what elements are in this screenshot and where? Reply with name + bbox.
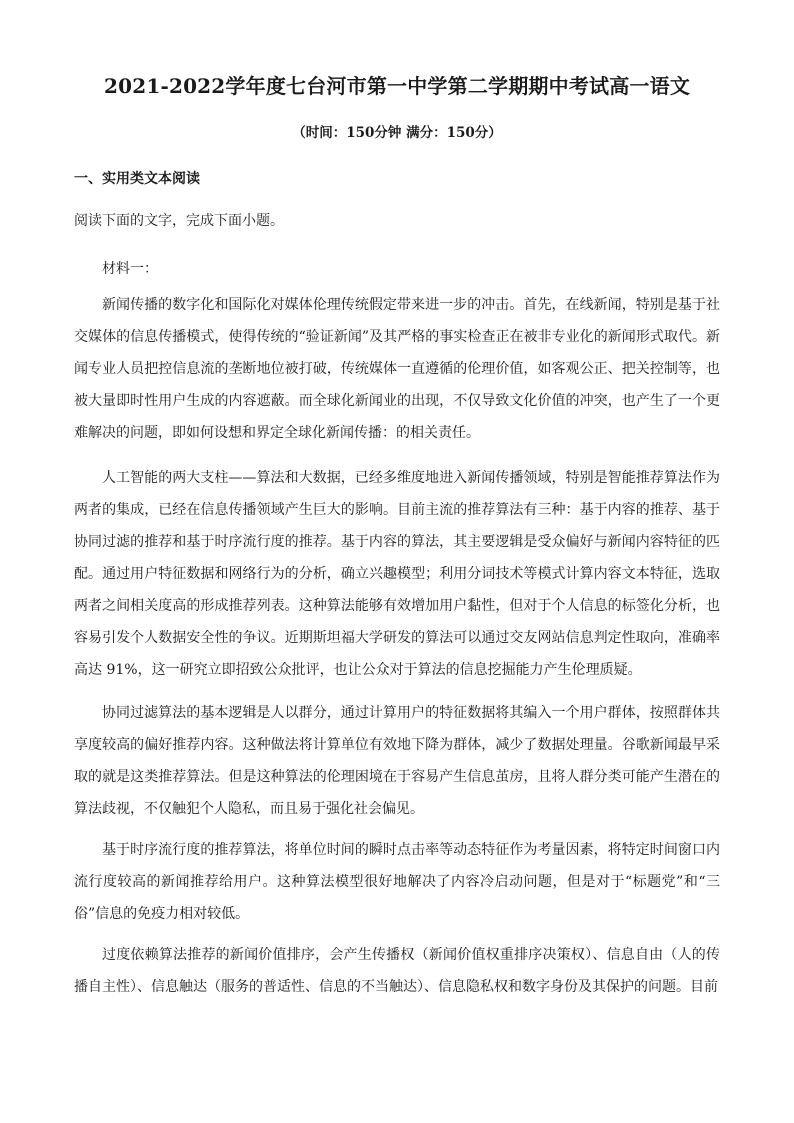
material-label: 材料一：	[102, 261, 158, 277]
paragraph: 过度依赖算法推荐的新闻价值排序，会产生传播权（新闻价值权重排序决策权）、信息自由（人的传播自主性）、信息触达（服务的普适性、信息的不当触达）、信息隐私权和数字身份及其保护的问题。目前	[74, 947, 720, 995]
paragraph: 协同过滤算法的基本逻辑是人以群分，通过计算用户的特征数据将其编入一个用户群体，按照群体共享度较高的偏好推荐内容。这种做法将计算单位有效地下降为群体，减少了数据处理量。谷歌新闻最早采取的就是这类推荐算法。但是这种算法的伦理困境在于容易产生信息茧房，且将人群分类可能产生潜在的算法歧视，不仅触犯个人隐私，而且易于强化社会偏见。	[74, 705, 720, 817]
paragraph: 基于时序流行度的推荐算法，将单位时间的瞬时点击率等动态特征作为考量因素，将特定时间窗口内流行度较高的新闻推荐给用户。这种算法模型很好地解决了内容冷启动问题，但是对于“标题党”和“三俗”信息的免疫力相对较低。	[74, 842, 720, 922]
exam-time-score: （时间：150分钟 满分：150分）	[292, 125, 502, 141]
document-title: 2021-2022学年度七台河市第一中学第二学期期中考试高一语文	[103, 74, 691, 98]
paragraph: 新闻传播的数字化和国际化对媒体伦理传统假定带来进一步的冲击。首先，在线新闻，特别是基于社交媒体的信息传播模式，使得传统的“验证新闻”及其严格的事实检查正在被非专业化的新闻形式取代。新闻专业人员把控信息流的垄断地位被打破，传统媒体一直遵循的伦理价值，如客观公正、把关控制等，也被大量即时性用户生成的内容遮蔽。而全球化新闻业的出现，不仅导致文化价值的冲突，也产生了一个更难解决的问题，即如何设想和界定全球化新闻传播：的相关责任。	[74, 297, 720, 441]
reading-instruction: 阅读下面的文字，完成下面小题。	[74, 213, 284, 229]
section-heading: 一、实用类文本阅读	[74, 171, 200, 187]
paragraph: 人工智能的两大支柱——算法和大数据，已经多维度地进入新闻传播领域，特别是智能推荐算法作为两者的集成，已经在信息传播领域产生巨大的影响。目前主流的推荐算法有三种：基于内容的推荐、基于协同过滤的推荐和基于时序流行度的推荐。基于内容的算法，其主要逻辑是受众偏好与新闻内容特征的匹配。通过用户特征数据和网络行为的分析，确立兴趣模型；利用分词技术等模式计算内容文本特征，选取两者之间相关度高的形成推荐列表。这种算法能够有效增加用户黏性，但对于个人信息的标签化分析，也容易引发个人数据安全性的争议。近期斯坦福大学研发的算法可以通过交友网站信息判定性取向，准确率高达 91%，这一研究立即招致公众批评，也让公众对于算法的信息挖掘能力产生伦理质疑。	[74, 470, 720, 678]
